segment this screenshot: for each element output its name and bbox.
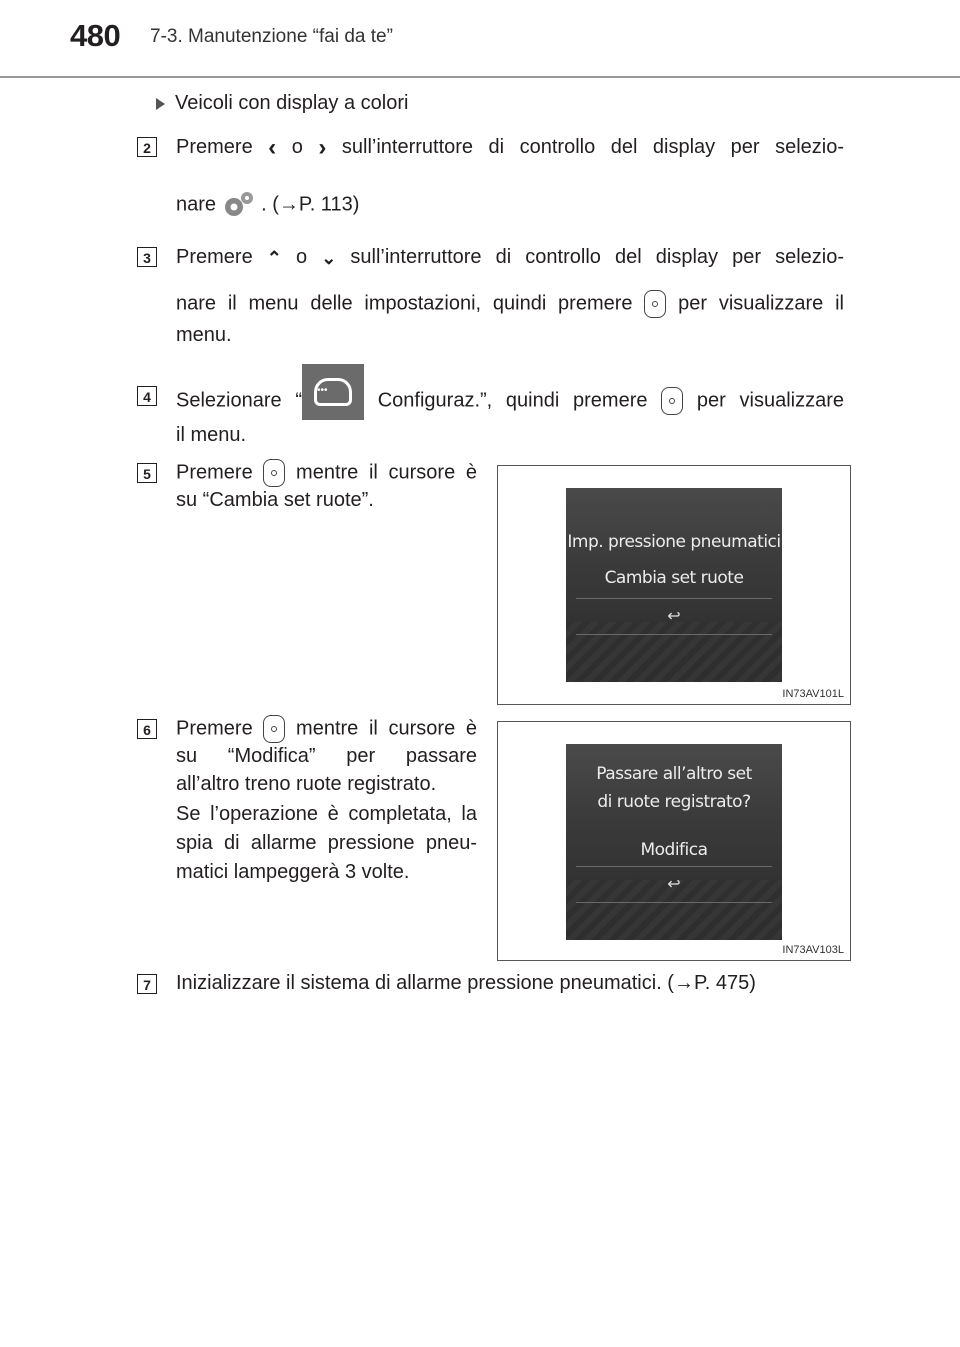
step-text-part: Selezionare “: [176, 389, 302, 412]
step-text-part: sull’interruttore di controllo del display per selezio-: [350, 246, 845, 268]
bullet-text: Veicoli con display a colori: [175, 92, 409, 114]
screen-divider: [576, 902, 772, 903]
ok-button-icon: [644, 290, 666, 318]
settings-gear-icon: [222, 190, 256, 220]
step-text: Se l’operazione è completata, la: [176, 803, 477, 825]
step-text: [176, 382, 844, 420]
display-screen: [566, 744, 782, 940]
chevron-right-icon: ›: [318, 133, 327, 161]
step-text: Inizializzare il sistema di allarme pressione pneumatici. (→P. 475): [176, 972, 756, 994]
step-text-part: mentre il cursore è: [296, 461, 477, 484]
step-text: menu.: [176, 324, 232, 346]
step-text-part: Configuraz.”, quindi premere: [377, 389, 648, 412]
screen-divider: [576, 634, 772, 635]
figure-display-tire-settings: [497, 465, 851, 705]
screen-title: di ruote registrato?: [597, 792, 751, 812]
step-text-part: per visualizzare: [696, 389, 845, 412]
step-number: 5: [137, 463, 157, 483]
step-number: 7: [137, 974, 157, 994]
screen-title: Imp. pressione pneumatici: [567, 532, 781, 552]
screen-background: [566, 622, 782, 682]
screen-divider: [576, 866, 772, 867]
chevron-up-icon: ⌃: [266, 247, 282, 268]
step-number: 3: [137, 247, 157, 267]
step-text: all’altro treno ruote registrato.: [176, 773, 437, 795]
step-text-part: Premere: [176, 717, 253, 740]
triangle-bullet-icon: [156, 98, 165, 110]
chevron-down-icon: ⌄: [321, 247, 337, 268]
step-text-part: nare il menu delle impostazioni, quindi premere: [176, 292, 633, 315]
ok-button-icon: [263, 715, 285, 743]
step-text: su “Modifica” per passare: [176, 745, 477, 767]
step-text: spia di allarme pressione pneu-: [176, 832, 477, 854]
display-screen: [566, 488, 782, 682]
step-text-part: Premere: [176, 246, 253, 268]
step-text: matici lampeggerà 3 volte.: [176, 861, 410, 883]
step-text-part: sull’interruttore di controllo del display per selezio-: [341, 136, 845, 158]
step-text-part: nare: [176, 193, 217, 216]
step-text: [176, 290, 844, 318]
header-divider: [0, 76, 960, 78]
bullet-item: [156, 92, 408, 115]
page-number: 480: [70, 18, 121, 53]
step-text-part: mentre il cursore è: [296, 717, 477, 740]
chevron-left-icon: ‹: [268, 133, 277, 161]
screen-menu-item: Cambia set ruote: [604, 568, 744, 588]
step-text-part: per visualizzare il: [678, 292, 844, 315]
step-text: [176, 459, 477, 487]
step-number: 2: [137, 137, 157, 157]
screen-title: Passare all’altro set: [596, 764, 752, 784]
tire-pressure-icon: •••: [302, 364, 364, 420]
step-text-part: . (→P. 113): [261, 193, 360, 216]
step-text-part: Premere: [176, 461, 253, 484]
figure-code: IN73AV101L: [782, 688, 844, 700]
screen-menu-item: Modifica: [640, 840, 708, 860]
step-text: [176, 190, 359, 220]
step-text: [176, 715, 477, 743]
screen-divider: [576, 598, 772, 599]
back-icon: ↩: [667, 608, 681, 625]
step-text-part: o: [291, 136, 303, 158]
figure-display-switch-wheel-set: [497, 721, 851, 961]
step-text: [176, 134, 844, 161]
section-title: 7-3. Manutenzione “fai da te”: [150, 26, 393, 47]
step-number: 6: [137, 719, 157, 739]
step-number: 4: [137, 386, 157, 406]
step-text-part: Premere: [176, 136, 253, 158]
back-icon: ↩: [667, 876, 681, 893]
step-text: su “Cambia set ruote”.: [176, 489, 374, 511]
step-text: il menu.: [176, 424, 247, 446]
step-text-part: o: [295, 246, 308, 268]
ok-button-icon: [263, 459, 285, 487]
step-text: [176, 244, 844, 271]
ok-button-icon: [661, 387, 683, 415]
figure-code: IN73AV103L: [782, 944, 844, 956]
